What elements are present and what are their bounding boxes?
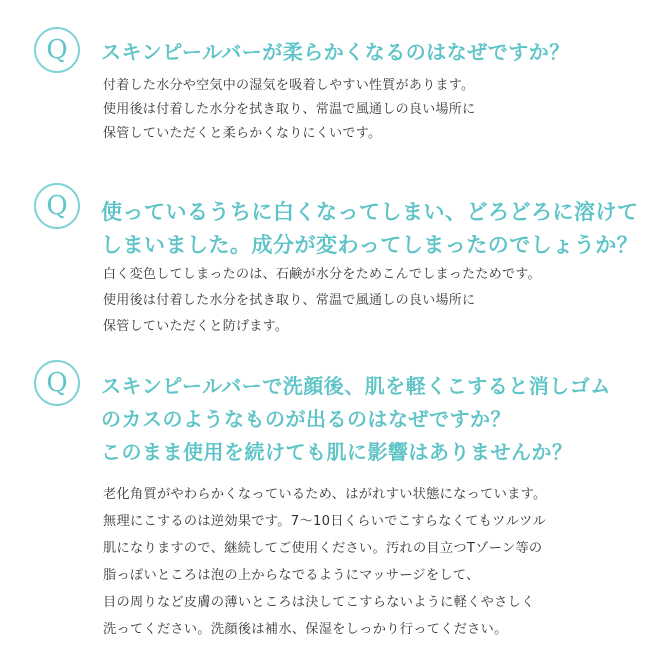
faq-question-line: スキンピールバーで洗顔後、肌を軽くこすると消しゴム <box>101 374 611 398</box>
faq-question <box>101 195 650 261</box>
faq-answer-line: 保管していただくと防げます。 <box>103 319 289 334</box>
faq-answer-line: 保管していただくと柔らかくなりにくいです。 <box>103 126 382 141</box>
faq-question <box>101 38 650 66</box>
faq-answer-line: 目の周りなど皮膚の薄いところは決してこすらないように軽くやさしく <box>103 595 535 610</box>
faq-answer-line: 老化角質がやわらかくなっているため、はがれすい状態になっています。 <box>103 487 547 502</box>
faq-question <box>101 370 650 469</box>
faq-question-line: しまいました。成分が変わってしまったのでしょうか？ <box>101 232 639 257</box>
faq-answer-line: 脂っぽいところは泡の上からなでるようにマッサージをして、 <box>103 568 480 583</box>
faq-question-line: 使っているうちに白くなってしまい、どろどろに溶けて <box>101 199 639 224</box>
faq-answer-line: 使用後は付着した水分を拭き取り、常温で風通しの良い場所に <box>103 293 476 308</box>
faq-answer <box>103 262 640 340</box>
faq-question-line: のカスのようなものが出るのはなぜですか？ <box>101 407 511 431</box>
faq-answer-line: 肌になりますので、継続してご使用ください。汚れの目立つTゾーン等の <box>103 541 543 556</box>
faq-answer-line: 白く変色してしまったのは、石鹸が水分をためこんでしまったためです。 <box>103 267 541 282</box>
faq-question-line: このまま使用を続けても肌に影響はありませんか？ <box>101 440 573 464</box>
faq-question-line: スキンピールバーが柔らかくなるのはなぜですか？ <box>101 40 570 64</box>
faq-answer-line: 洗ってください。洗顔後は補水、保湿をしっかり行ってください。 <box>103 622 508 637</box>
q-badge-icon: Q <box>34 27 80 73</box>
q-badge-icon: Q <box>34 183 80 229</box>
faq-answer <box>103 481 640 643</box>
faq-answer-line: 無理にこするのは逆効果です。7～10日くらいでこすらなくてもツルツル <box>103 514 547 529</box>
q-badge-icon: Q <box>34 360 80 406</box>
faq-answer-line: 使用後は付着した水分を拭き取り、常温で風通しの良い場所に <box>103 102 476 117</box>
faq-answer-line: 付着した水分や空気中の湿気を吸着しやすい性質があります。 <box>103 78 475 93</box>
faq-answer <box>103 74 640 146</box>
